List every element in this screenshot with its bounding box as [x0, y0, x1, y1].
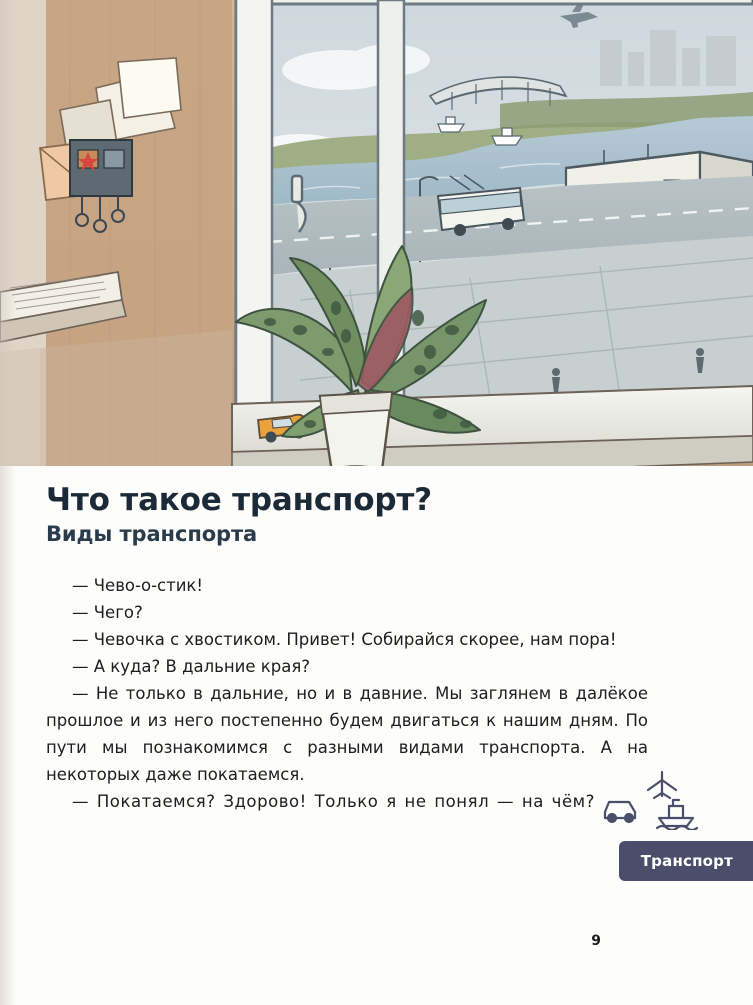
paragraph-3: — Чевочка с хвостиком. Привет! Собирайся скорее, нам пора!	[72, 630, 617, 649]
paragraph-2: — Чего?	[72, 603, 143, 622]
paragraph-4: — А куда? В дальние края?	[72, 657, 311, 676]
paragraph-1: — Чево-о-стик!	[72, 576, 204, 595]
page-title: Что такое транспорт?	[46, 482, 432, 518]
illustration-window-view	[0, 0, 753, 490]
window-illustration	[236, 0, 753, 452]
page-subtitle: Виды транспорта	[46, 522, 258, 546]
paragraph-6: — Покатаемся? Здорово! Только я не понял — на чём?	[72, 792, 595, 811]
page-number: 9	[591, 933, 601, 949]
plane-icon	[648, 772, 676, 798]
ship-icon	[659, 800, 693, 826]
paragraph-5: — Не только в дальние, но и в давние. Мы заглянем в далёкое прошлое и из него постепенно будем двигаться к нашим дням. По пути мы познакомимся с разными видами транспорта. А на некоторых даже покатаемся.	[46, 684, 648, 784]
car-icon	[605, 802, 635, 822]
text-content	[46, 482, 706, 815]
transport-icons-group	[599, 768, 709, 830]
chapter-badge: Транспорт	[619, 841, 753, 881]
